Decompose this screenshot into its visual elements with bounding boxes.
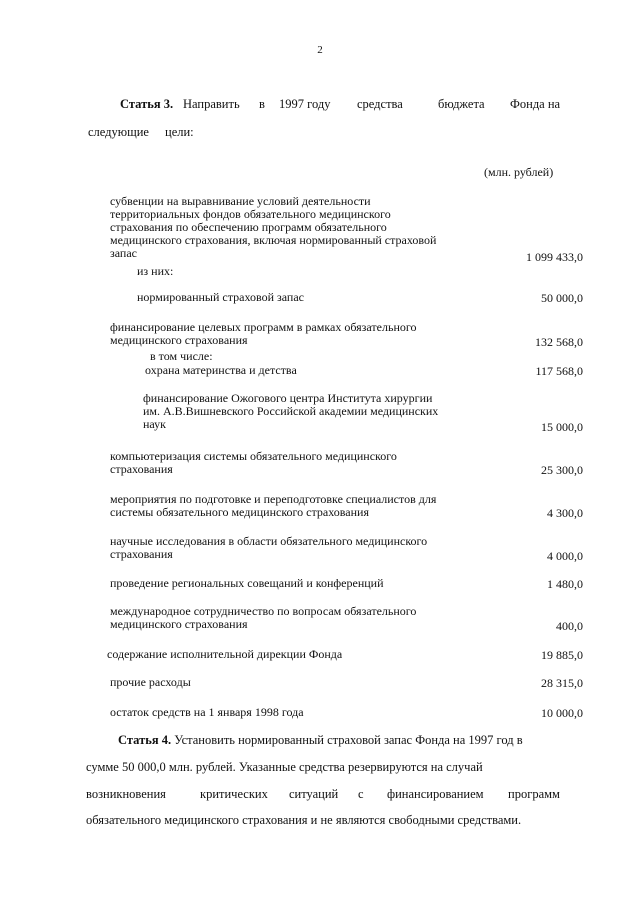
article4-word: программ [508,787,560,801]
article4-first-line: Статья 4. Установить нормированный страховой запас Фонда на 1997 год в [118,733,523,747]
budget-item-text: содержание исполнительной дирекции Фонда [107,647,343,661]
article3-word: следующие [88,125,149,139]
budget-item-amount: 25 300,0 [541,463,583,477]
budget-item-text: компьютеризация системы обязательного медицинского страхования [110,449,397,476]
budget-item-amount: 4 300,0 [547,506,583,520]
budget-item-text: финансирование Ожогового центра Института хирургии им. А.В.Вишневского Российской академии медицинских наук [143,391,439,431]
budget-item-amount: 28 315,0 [541,676,583,690]
budget-item-amount: 19 885,0 [541,648,583,662]
budget-item-text: прочие расходы [110,675,191,689]
budget-item-amount: 400,0 [556,619,583,633]
budget-item-amount: 132 568,0 [535,335,583,349]
budget-item-amount: 10 000,0 [541,706,583,720]
budget-item-amount: 1 480,0 [547,577,583,591]
budget-item-amount: 4 000,0 [547,549,583,563]
article3-word: Фонда на [510,97,561,111]
units-label: (млн. рублей) [484,165,554,179]
budget-item-subheading: из них: [137,264,174,278]
budget-item-text: научные исследования в области обязательного медицинского страхования [110,534,428,561]
budget-item-text: мероприятия по подготовке и переподготовке специалистов для системы обязательного медицинского страхования [110,492,437,519]
budget-item-text: остаток средств на 1 января 1998 года [110,705,304,719]
budget-item-subheading: в том числе: [150,349,213,363]
article4-line: сумме 50 000,0 млн. рублей. Указанные средства резервируются на случай [86,760,483,774]
budget-item-text: нормированный страховой запас [137,290,304,304]
budget-item-text: проведение региональных совещаний и конференций [110,576,384,590]
article4-word: с [358,787,364,801]
budget-item-amount: 50 000,0 [541,291,583,305]
article4-word: возникновения [86,787,166,801]
budget-item-text: международное сотрудничество по вопросам обязательного медицинского страхования [110,604,417,631]
article3-word: 1997 году [279,97,331,111]
page-number: 2 [317,44,323,56]
budget-item-amount: 117 568,0 [535,364,583,378]
article4-line: обязательного медицинского страхования и не являются свободными средствами. [86,813,522,827]
budget-item-text: субвенции на выравнивание условий деятельности территориальных фондов обязательного медицинского страхования по обеспечению программ обязательного медицинского страхования, включая нормированный страховой запас [110,194,437,260]
article3-label: Статья 3. [120,97,174,111]
article3-word: Направить [183,97,240,111]
article4-word: критических [200,787,268,801]
article4-word: ситуаций [289,787,339,801]
article3-word: средства [357,97,403,111]
budget-item-text: охрана материнства и детства [145,363,297,377]
article3-word: бюджета [438,97,485,111]
budget-item-amount: 15 000,0 [541,420,583,434]
article3-word: цели: [165,125,194,139]
article4-word: финансированием [387,787,484,801]
article3-word: в [259,97,265,111]
budget-item-text: финансирование целевых программ в рамках обязательного медицинского страхования [110,320,417,347]
budget-item-amount: 1 099 433,0 [526,250,583,264]
